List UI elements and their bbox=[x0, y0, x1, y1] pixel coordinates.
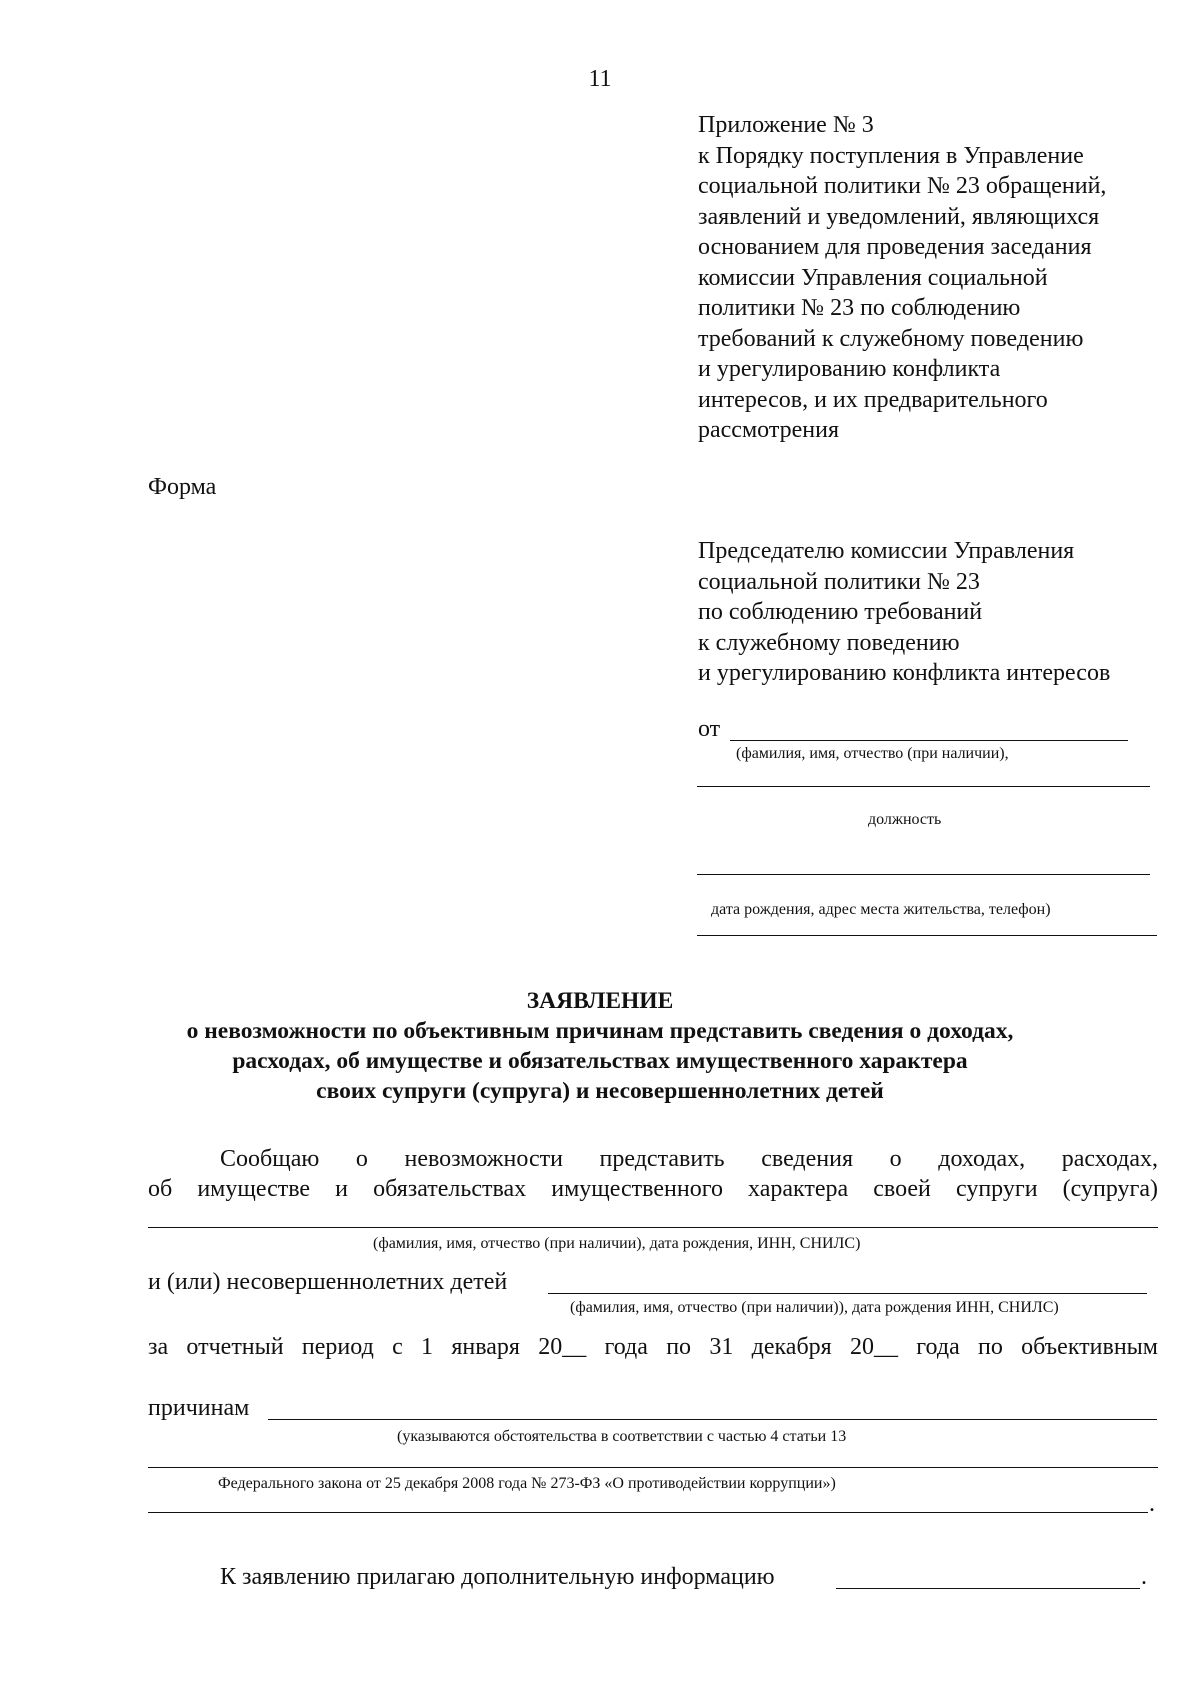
children-field[interactable] bbox=[548, 1293, 1147, 1294]
annex-line: рассмотрения bbox=[698, 417, 839, 443]
reasons-label: причинам bbox=[148, 1395, 250, 1421]
reasons-continuation-field[interactable] bbox=[148, 1467, 1158, 1468]
annex-line: заявлений и уведомлений, являющихся bbox=[698, 203, 1100, 230]
addressee-line: Председателю комиссии Управления bbox=[698, 538, 1075, 564]
annex-line: комиссии Управления социальной bbox=[698, 264, 1048, 291]
contacts-field[interactable] bbox=[697, 935, 1157, 936]
annex-line: Приложение № 3 bbox=[698, 112, 874, 138]
addressee-line: к служебному поведению bbox=[698, 629, 960, 656]
addressee-line: и урегулированию конфликта интересов bbox=[698, 660, 1111, 686]
attachment-label: К заявлению прилагаю дополнительную информацию bbox=[220, 1564, 775, 1590]
from-name-field[interactable] bbox=[730, 740, 1128, 741]
annex-line: основанием для проведения заседания bbox=[698, 234, 1092, 260]
attachment-field[interactable] bbox=[836, 1588, 1140, 1589]
title-block bbox=[0, 986, 1200, 1106]
caption-reasons: (указываются обстоятельства в соответствии с частью 4 статьи 13 bbox=[397, 1428, 847, 1445]
addressee-line: социальной политики № 23 bbox=[698, 568, 980, 595]
title-subtitle-line: расходах, об имуществе и обязательствах имущественного характера bbox=[232, 1048, 968, 1074]
caption-position: должность bbox=[868, 811, 942, 828]
page-number: 11 bbox=[588, 66, 612, 92]
annex-line: к Порядку поступления в Управление bbox=[698, 142, 1084, 169]
caption-spouse: (фамилия, имя, отчество (при наличии), дата рождения, ИНН, СНИЛС) bbox=[373, 1235, 861, 1252]
form-label: Форма bbox=[148, 474, 217, 500]
caption-children: (фамилия, имя, отчество (при наличии)), дата рождения ИНН, СНИЛС) bbox=[570, 1299, 1059, 1316]
name-continuation-field[interactable] bbox=[697, 786, 1150, 787]
caption-name: (фамилия, имя, отчество (при наличии), bbox=[736, 745, 1009, 762]
children-label: и (или) несовершеннолетних детей bbox=[148, 1269, 508, 1295]
reasons-field[interactable] bbox=[268, 1419, 1157, 1420]
document-title: ЗАЯВЛЕНИЕ bbox=[526, 988, 674, 1014]
period-line: за отчетный период с 1 января 20__ года по 31 декабря 20__ года по объективным bbox=[148, 1334, 1158, 1360]
annex-line: требований к служебному поведению bbox=[698, 325, 1084, 352]
annex-line: политики № 23 по соблюдению bbox=[698, 295, 1021, 321]
annex-block bbox=[698, 110, 1106, 446]
position-field[interactable] bbox=[697, 874, 1150, 875]
reasons-period: . bbox=[1149, 1491, 1155, 1517]
annex-line: и урегулированию конфликта bbox=[698, 356, 1001, 382]
title-subtitle-line: своих супруги (супруга) и несовершеннолетних детей bbox=[316, 1078, 884, 1104]
annex-line: интересов, и их предварительного bbox=[698, 386, 1048, 413]
caption-contacts: дата рождения, адрес места жительства, телефон) bbox=[711, 901, 1051, 918]
title-subtitle-line: о невозможности по объективным причинам представить сведения о доходах, bbox=[186, 1018, 1014, 1044]
caption-law: Федерального закона от 25 декабря 2008 года № 273-ФЗ «О противодействии коррупции») bbox=[218, 1475, 836, 1492]
annex-line: социальной политики № 23 обращений, bbox=[698, 173, 1107, 199]
reasons-final-field[interactable] bbox=[148, 1512, 1148, 1513]
attachment-period: . bbox=[1141, 1564, 1147, 1590]
body-line-2: об имуществе и обязательствах имущественного характера своей супруги (супруга) bbox=[148, 1176, 1158, 1202]
body-line-1: Сообщаю о невозможности представить сведения о доходах, расходах, bbox=[220, 1146, 1158, 1172]
addressee-line: по соблюдению требований bbox=[698, 599, 983, 625]
from-label: от bbox=[698, 716, 721, 742]
addressee-block bbox=[698, 536, 1110, 689]
spouse-field[interactable] bbox=[148, 1227, 1158, 1228]
